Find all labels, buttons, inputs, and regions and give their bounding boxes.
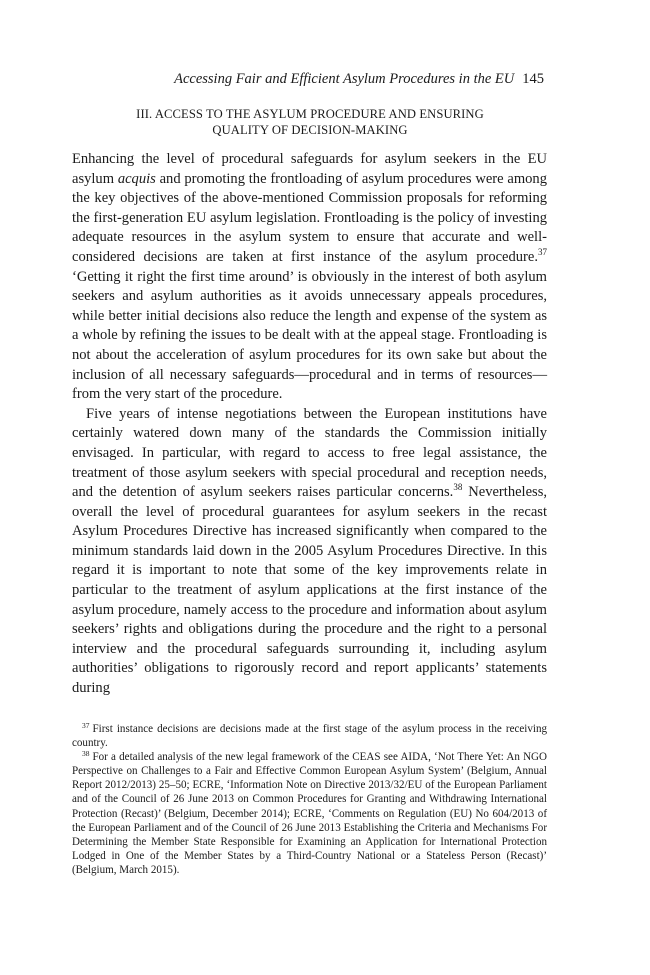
footnote-37 <box>72 722 547 750</box>
paragraph-2-text-a: Five years of intense negotiations between the European institutions have certainly watered down many of the standards the Commission initially envisaged. In particular, with regard to access to free legal assistance, the treatment of those asylum seekers with special procedural and reception needs, and the detention of asylum seekers raises particular concerns. <box>72 405 547 501</box>
paragraph-1-text-a: Enhancing the level of procedural safeguards for asylum seekers in the EU asylum <box>72 151 547 187</box>
footnote-38 <box>72 750 547 877</box>
running-head-title: Accessing Fair and Efficient Asylum Procedures in the EU <box>174 71 515 87</box>
footnote-number: 37 <box>82 721 90 730</box>
footnote-number: 38 <box>82 749 90 759</box>
paragraph-2 <box>72 405 547 699</box>
running-head <box>72 70 544 88</box>
paragraph-1 <box>72 150 547 405</box>
footnote-ref-38[interactable]: 38 <box>453 482 463 493</box>
section-heading-line-1: III. ACCESS TO THE ASYLUM PROCEDURE AND ENSURING <box>136 107 484 121</box>
acquis-term: acquis <box>117 170 156 187</box>
paragraph-1-text-c: ‘Getting it right the first time around’ is obviously in the interest of both asylum seekers and asylum authorities as it avoids unnecessary appeals procedures, while better initial decisions also reduce the length and expense of the system as a whole by refining the issues to be dealt with at the appeal stage. Frontloading is not about the acceleration of asylum procedures for its own sake but about the inclusion of all necessary safeguards—procedural and in terms of resources—from the very start of the procedure. <box>72 268 547 403</box>
paragraph-2-text-b: Nevertheless, overall the level of procedural guarantees for asylum seekers in the recast Asylum Procedures Directive has increased significantly when compared to the minimum standards laid down in the 2005 Asylum Procedures Directive. In this regard it is important to note that some of the key improvements relate in particular to the treatment of asylum applications at the first instance of the asylum procedure, namely access to the procedure and information about asylum seekers’ rights and obligations during the procedure and the right to a personal interview and the procedural safeguards surrounding it, including asylum authorities’ obligations to rigorously record and report applicants’ statements during <box>72 484 548 697</box>
page-number: 145 <box>522 71 544 87</box>
section-heading <box>100 106 520 138</box>
paragraph-1-text-b: and promoting the frontloading of asylum procedures were among the key objectives of the above-mentioned Commission proposals for reforming the first-generation EU asylum legislation. Frontloading is the policy of investing adequate resources in the asylum system to ensure that accurate and well-considered decisions are taken at first instance of the asylum procedure. <box>72 170 547 265</box>
footnote-ref-37[interactable]: 37 <box>538 246 547 257</box>
footnotes <box>72 722 547 877</box>
body-text <box>72 150 547 699</box>
section-heading-line-2: QUALITY OF DECISION-MAKING <box>212 123 408 137</box>
footnote-text: For a detailed analysis of the new legal framework of the CEAS see AIDA, ‘Not There Yet: An NGO Perspective on Challenges to a Fair and Effective Common European Asylum System’ (Belgium, Annual Report 2012/2013) 25–50; ECRE, ‘Information Note on Directive 2013/32/EU of the European Parliament and of the Council of 26 June 2013 on Common Procedures for Granting and Withdrawing International Protection (Recast)’ (Belgium, December 2014); ECRE, ‘Comments on Regulation (EU) No 604/2013 of the European Parliament and of the Council of 26 June 2013 Establishing the Criteria and Mechanisms For Determining the Member State Responsible for Examining an Application for International Protection Lodged in One of the Member States by a Third-Country National or a Stateless Person (Recast)’ (Belgium, March 2015). <box>72 751 547 876</box>
footnote-text: First instance decisions are decisions made at the first stage of the asylum process in the receiving country. <box>72 723 547 750</box>
